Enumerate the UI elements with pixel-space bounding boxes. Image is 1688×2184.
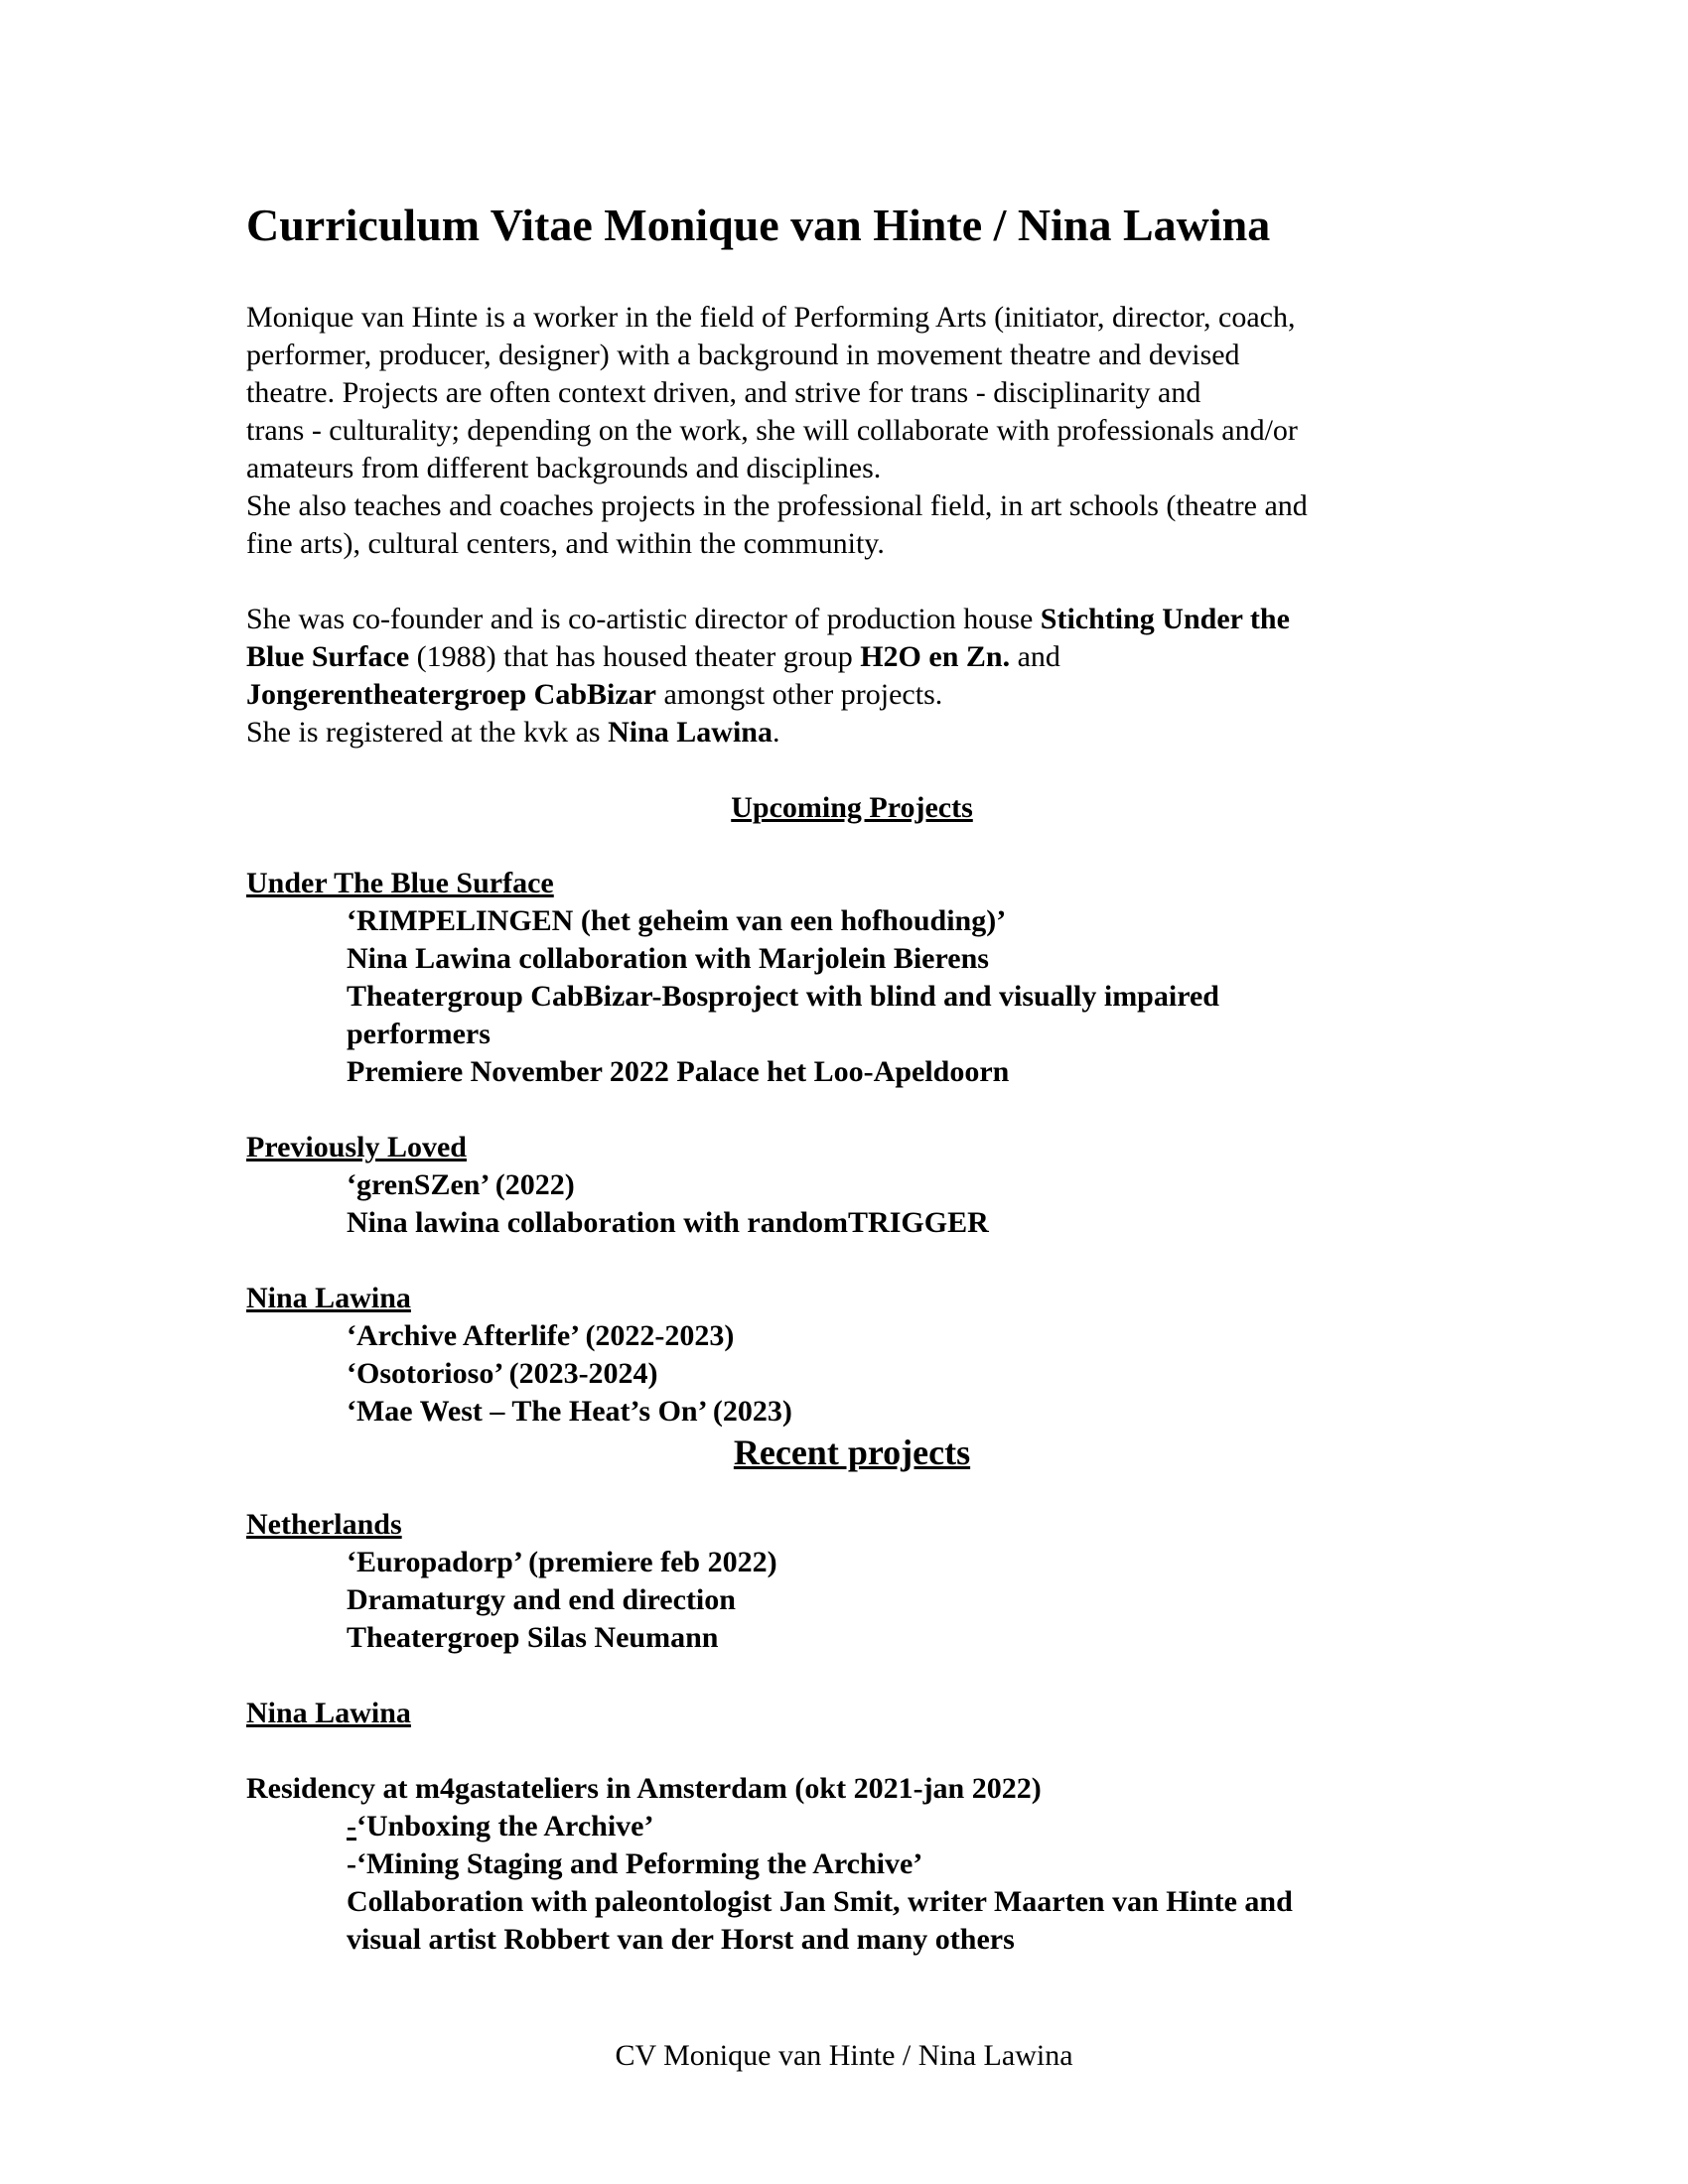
intro-line: amateurs from different backgrounds and disciplines.	[246, 452, 882, 484]
text: She is registered at the kvk as	[246, 716, 609, 749]
text: .	[772, 716, 780, 749]
dash: -	[347, 1810, 356, 1843]
intro-line: performer, producer, designer) with a background in movement theatre and devised	[246, 339, 1240, 371]
founder-line	[246, 638, 1458, 676]
founder-paragraph	[246, 601, 1458, 751]
group-name: Jongerentheatergroep CabBizar	[246, 678, 656, 711]
section-heading-previously-loved: Previously Loved	[246, 1131, 467, 1163]
section-heading-netherlands: Netherlands	[246, 1508, 402, 1541]
project-line: Theatergroep Silas Neumann	[347, 1621, 719, 1654]
intro-line: fine arts), cultural centers, and within the community.	[246, 527, 885, 560]
project-line: -‘Mining Staging and Peforming the Archive’	[347, 1847, 923, 1880]
project-line: Nina lawina collaboration with randomTRIGGER	[347, 1206, 989, 1239]
project-line: Collaboration with paleontologist Jan Smit, writer Maarten van Hinte and	[347, 1885, 1293, 1918]
section-heading-nina-lawina: Nina Lawina	[246, 1282, 411, 1314]
project-line: visual artist Robbert van der Horst and many others	[347, 1923, 1015, 1956]
project-line: ‘Europadorp’ (premiere feb 2022)	[347, 1546, 777, 1578]
page-footer: CV Monique van Hinte / Nina Lawina	[615, 2039, 1073, 2072]
org-name: Blue Surface	[246, 640, 410, 673]
project-line: ‘Archive Afterlife’ (2022-2023)	[347, 1319, 735, 1352]
document-page	[246, 194, 1458, 1959]
project-line: Theatergroup CabBizar-Bosproject with blind and visually impaired	[347, 980, 1219, 1013]
intro-line: trans - culturality; depending on the work, she will collaborate with professionals and/or	[246, 414, 1298, 447]
project-line: ‘Mae West – The Heat’s On’ (2023)	[347, 1395, 792, 1428]
founder-line	[246, 714, 1458, 751]
org-name: Stichting Under the	[1040, 603, 1290, 635]
project-line: Dramaturgy and end direction	[347, 1583, 736, 1616]
text: amongst other projects.	[655, 678, 943, 711]
document-title: Curriculum Vitae Monique van Hinte / Nina Lawina	[246, 200, 1271, 250]
intro-line: Monique van Hinte is a worker in the field of Performing Arts (initiator, director, coach,	[246, 301, 1296, 334]
group-name: H2O en Zn.	[860, 640, 1011, 673]
project-line: ‘Osotorioso’ (2023-2024)	[347, 1357, 658, 1390]
intro-line: theatre. Projects are often context driven, and strive for trans - disciplinarity and	[246, 376, 1201, 409]
intro-paragraph	[246, 299, 1458, 563]
section-heading-nina-lawina-recent: Nina Lawina	[246, 1697, 411, 1729]
project-line	[246, 1808, 1458, 1845]
project-line: Nina Lawina collaboration with Marjolein Bierens	[347, 942, 989, 975]
founder-line	[246, 676, 1458, 714]
project-line: ‘grenSZen’ (2022)	[347, 1168, 575, 1201]
text: (1988) that has housed theater group	[409, 640, 861, 673]
project-line: Premiere November 2022 Palace het Loo-Apeldoorn	[347, 1055, 1010, 1088]
project-line: performers	[347, 1018, 491, 1050]
upcoming-projects-heading: Upcoming Projects	[731, 791, 973, 824]
founder-line	[246, 601, 1458, 638]
section-heading-under-the-blue-surface: Under The Blue Surface	[246, 867, 554, 899]
recent-projects-heading: Recent projects	[733, 1433, 971, 1472]
intro-line: She also teaches and coaches projects in the professional field, in art schools (theatre and	[246, 489, 1308, 522]
project-title: ‘Unboxing the Archive’	[356, 1810, 654, 1843]
residency-line: Residency at m4gastateliers in Amsterdam (okt 2021-jan 2022)	[246, 1772, 1042, 1805]
text: She was co-founder and is co-artistic director of production house	[246, 603, 1041, 635]
project-line: ‘RIMPELINGEN (het geheim van een hofhouding)’	[347, 904, 1007, 937]
registered-name: Nina Lawina	[608, 716, 773, 749]
text: and	[1010, 640, 1060, 673]
